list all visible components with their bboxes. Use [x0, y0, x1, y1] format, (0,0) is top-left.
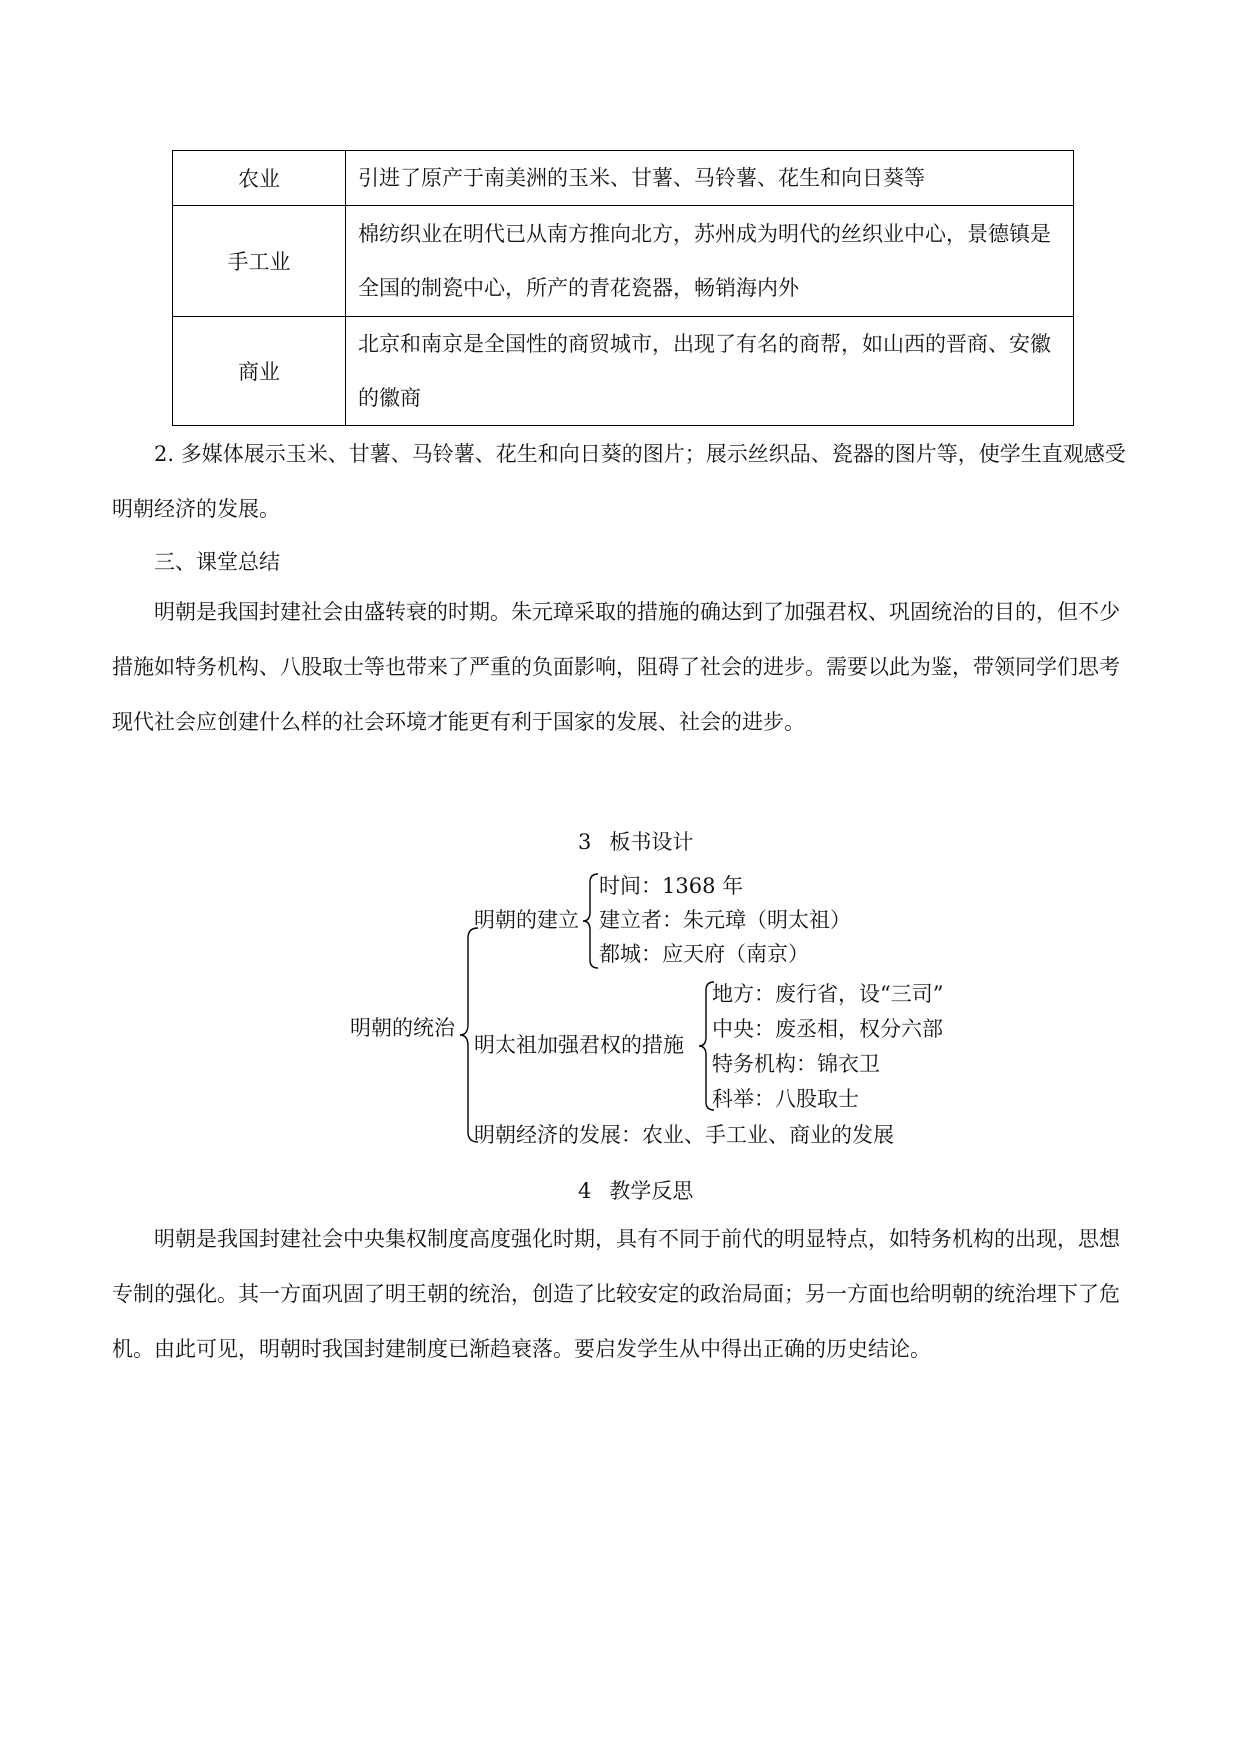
- summary-section-title: 三、课堂总结: [154, 550, 280, 574]
- economy-branch-label: 明朝经济的发展：农业、手工业、商业的发展: [474, 1123, 894, 1147]
- table-description-cell: 棉纺织业在明代已从南方推向北方，苏州成为明代的丝织业中心，景德镇是全国的制瓷中心，所产的青花瓷器，畅销海内外: [346, 206, 1074, 317]
- measures-branch-label: 明太祖加强君权的措施: [474, 1033, 684, 1057]
- founding-item: 建立者：朱元璋（明太祖）: [599, 908, 851, 932]
- table-description-cell: 北京和南京是全国性的商贸城市，出现了有名的商帮，如山西的晋商、安徽的徽商: [346, 317, 1074, 426]
- economy-table: [172, 150, 1074, 426]
- table-row: [173, 151, 1074, 206]
- measures-item: 中央：废丞相，权分六部: [712, 1017, 943, 1041]
- reflection-heading: [578, 1175, 693, 1205]
- reflection-paragraph: 明朝是我国封建社会中央集权制度高度强化时期，具有不同于前代的明显特点，如特务机构的出现，思想专制的强化。其一方面巩固了明王朝的统治，创造了比较安定的政治局面；另一方面也给明朝的统治埋下了危机。由此可见，明朝时我国封建制度已渐趋衰落。要启发学生从中得出正确的历史结论。: [112, 1227, 1120, 1361]
- multimedia-paragraph: 2. 多媒体展示玉米、甘薯、马铃薯、花生和向日葵的图片；展示丝织品、瓷器的图片等，使学生直观感受明朝经济的发展。: [112, 442, 1126, 521]
- measures-item: 地方：废行省，设“三司”: [712, 982, 944, 1006]
- table-description-cell: 引进了原产于南美洲的玉米、甘薯、马铃薯、花生和向日葵等: [346, 151, 1074, 206]
- table-category-cell: 商业: [173, 317, 346, 426]
- summary-paragraph: 明朝是我国封建社会由盛转衰的时期。朱元璋采取的措施的确达到了加强君权、巩固统治的目的，但不少措施如特务机构、八股取士等也带来了严重的负面影响，阻碍了社会的进步。需要以此为鉴，带领同学们思考现代社会应创建什么样的社会环境才能更有利于国家的发展、社会的进步。: [112, 600, 1120, 734]
- board-design-title: 板书设计: [609, 830, 694, 854]
- reflection-title: 教学反思: [609, 1179, 694, 1203]
- table-category-cell: 手工业: [173, 206, 346, 317]
- founding-brace-icon: [580, 872, 600, 970]
- measures-item: 特务机构：锦衣卫: [712, 1052, 880, 1076]
- board-design-number: 3: [578, 830, 592, 854]
- measures-item: 科举：八股取士: [712, 1087, 859, 1111]
- table-row: [173, 206, 1074, 317]
- founding-item: 时间：1368 年: [599, 874, 744, 898]
- founding-item: 都城：应天府（南京）: [599, 942, 809, 966]
- table-row: [173, 317, 1074, 426]
- table-category-cell: 农业: [173, 151, 346, 206]
- founding-branch-label: 明朝的建立: [474, 908, 579, 932]
- diagram-root-node: 明朝的统治: [350, 1016, 455, 1040]
- board-design-heading: [578, 826, 693, 856]
- reflection-number: 4: [578, 1179, 592, 1203]
